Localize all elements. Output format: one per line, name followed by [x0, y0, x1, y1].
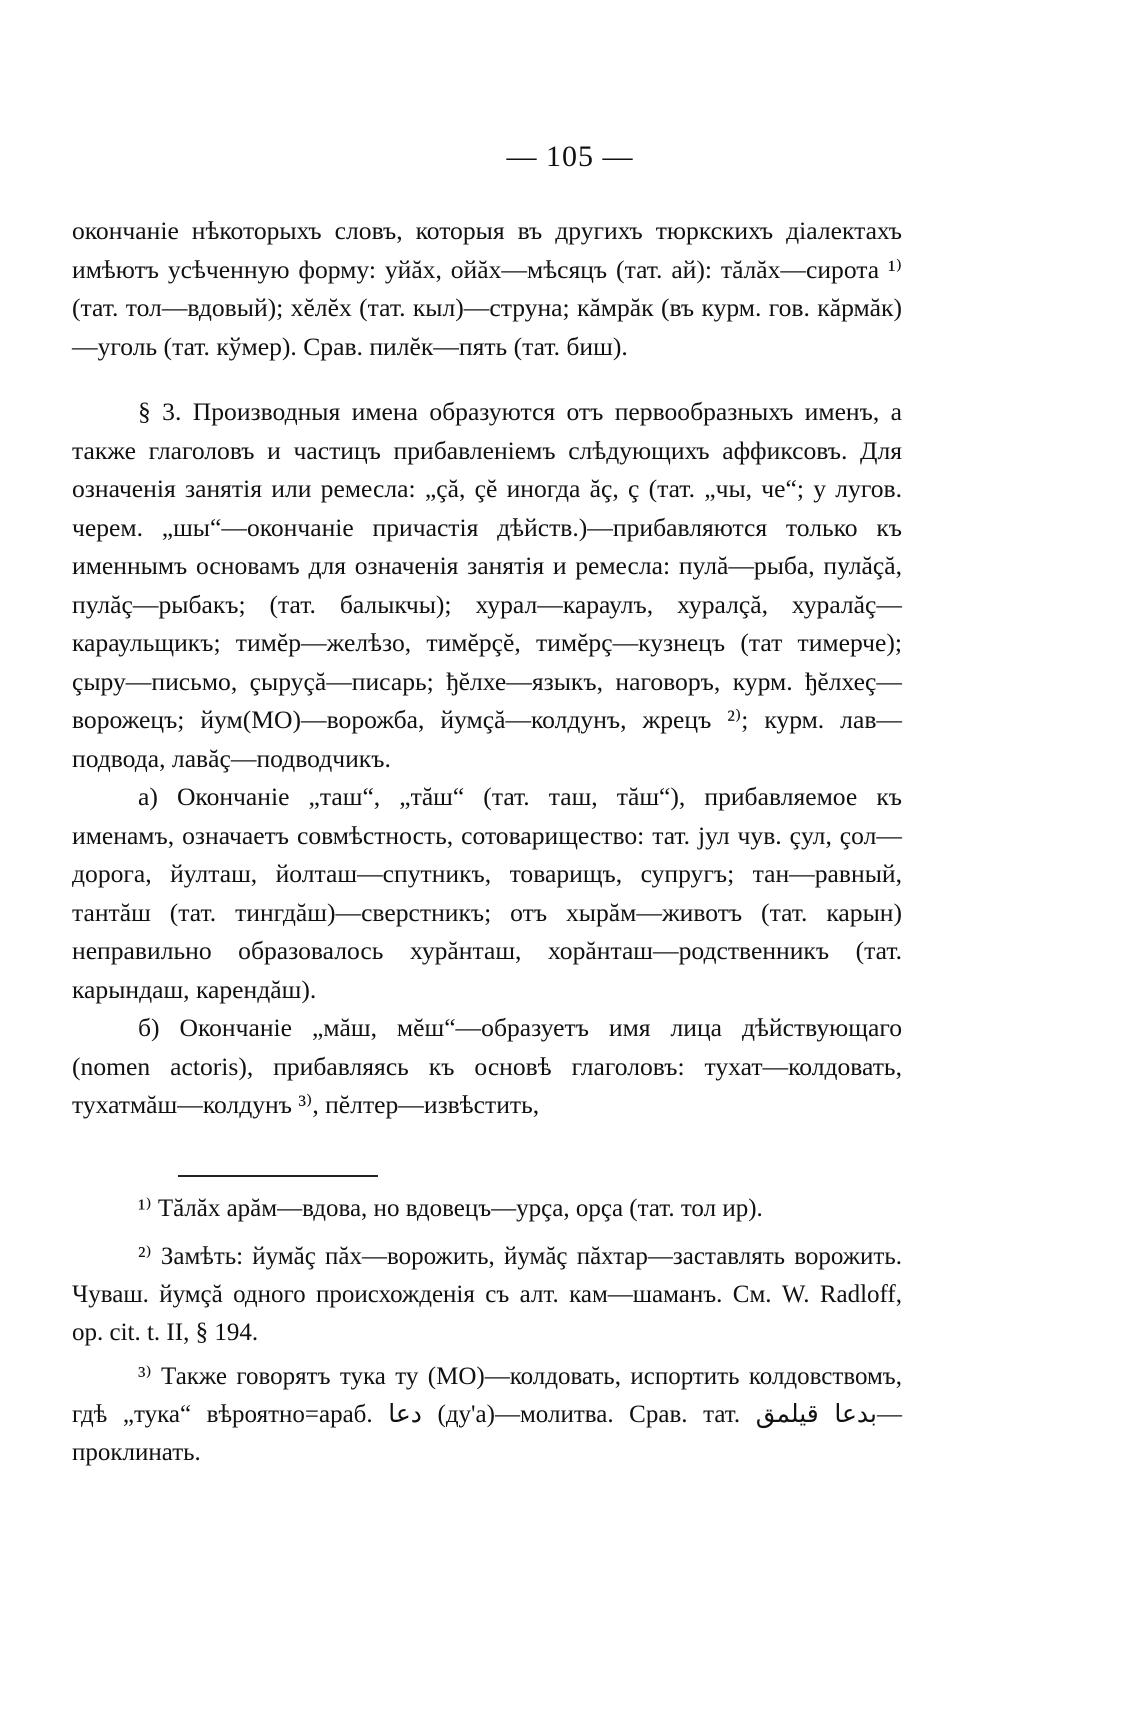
footnote-3: ³⁾ Также говорятъ тука ту (МО)—колдовать, испортить колдовствомъ, гдѣ „тука“ вѣроятно=араб. دعا (ду'а)—молитва. Срав. тат. بدعا قيلمق— проклинать. — [72, 1363, 902, 1466]
page-number: — 105 — — [506, 140, 634, 173]
main-text — [72, 212, 902, 1125]
footnote-divider — [178, 1175, 378, 1177]
footnote-1: ¹⁾ Тăлăх арăм—вдова, но вдовецъ—урçа, орçа (тат. тол ир). — [138, 1195, 763, 1222]
paragraph-continuation: окончаніе нѣкоторыхъ словъ, которыя въ другихъ тюркскихъ діалектахъ имѣютъ усѣченную форму: уйăх, ойăх—мѣсяцъ (тат. ай): тăлăх—сирота ¹⁾ (тат. тол—вдовый); хĕлĕх (тат. кыл)—струна; кăмрăк (въ курм. гов. кăрмăк)—уголь (тат. кўмер). Срав. пилĕк—пять (тат. биш). — [72, 216, 902, 361]
footnotes — [72, 1190, 902, 1478]
paragraph-a: а) Окончаніе „таш“, „тăш“ (тат. таш, тăш“), прибавляемое къ именамъ, означаетъ совмѣстность, сотоварищество: тат. јул чув. çул, çол—дорога, йулташ, йолташ—спутникъ, товарищъ, супругъ; тан—равный, тантăш (тат. тингдăш)—сверстникъ; отъ хырăм—животъ (тат. карын) неправильно образовалось хурăнташ, хорăнташ—родственникъ (тат. карындаш, карендăш). — [72, 782, 902, 1004]
footnote-2: ²⁾ Замѣть: йумăç пăх—ворожить, йумăç пăхтар—заставлять ворожить. Чуваш. йумçă одного происхожденія съ алт. кам—шаманъ. См. W. Radloff, op. cit. t. II, § 194. — [72, 1243, 902, 1346]
paragraph-section-3: § 3. Производныя имена образуются отъ первообразныхъ именъ, а также глаголовъ и частицъ прибавленіемъ слѣдующихъ аффиксовъ. Для означенія занятія или ремесла: „çă, çĕ иногда ăç, ç (тат. „чы, че“; у лугов. черем. „шы“—окончаніе причастія дѣйств.)—прибавляются только къ именнымъ основамъ для означенія занятія и ремесла: пулă—рыба, пулăçă, пулăç—рыбакъ; (тат. балыкчы); хурал—караулъ, хуралçă, хуралăç—караульщикъ; тимĕр—желѣзо, тимĕрçĕ, тимĕрç—кузнецъ (тат тимерче); çыру—письмо, çыруçă—писарь; ђĕлхе—языкъ, наговоръ, курм. ђĕлхеç—ворожецъ; йум(МО)—ворожба, йумçă—колдунъ, жрецъ ²⁾; курм. лав—подвода, лавăç—подводчикъ. — [72, 397, 902, 773]
paragraph-b: б) Окончаніе „мăш, мĕш“—образуетъ имя лица дѣйствующаго (nomen actoris), прибавляясь къ основѣ глаголовъ: тухат—колдовать, тухатмăш—колдунъ ³⁾, пĕлтер—извѣстить, — [72, 1013, 902, 1119]
